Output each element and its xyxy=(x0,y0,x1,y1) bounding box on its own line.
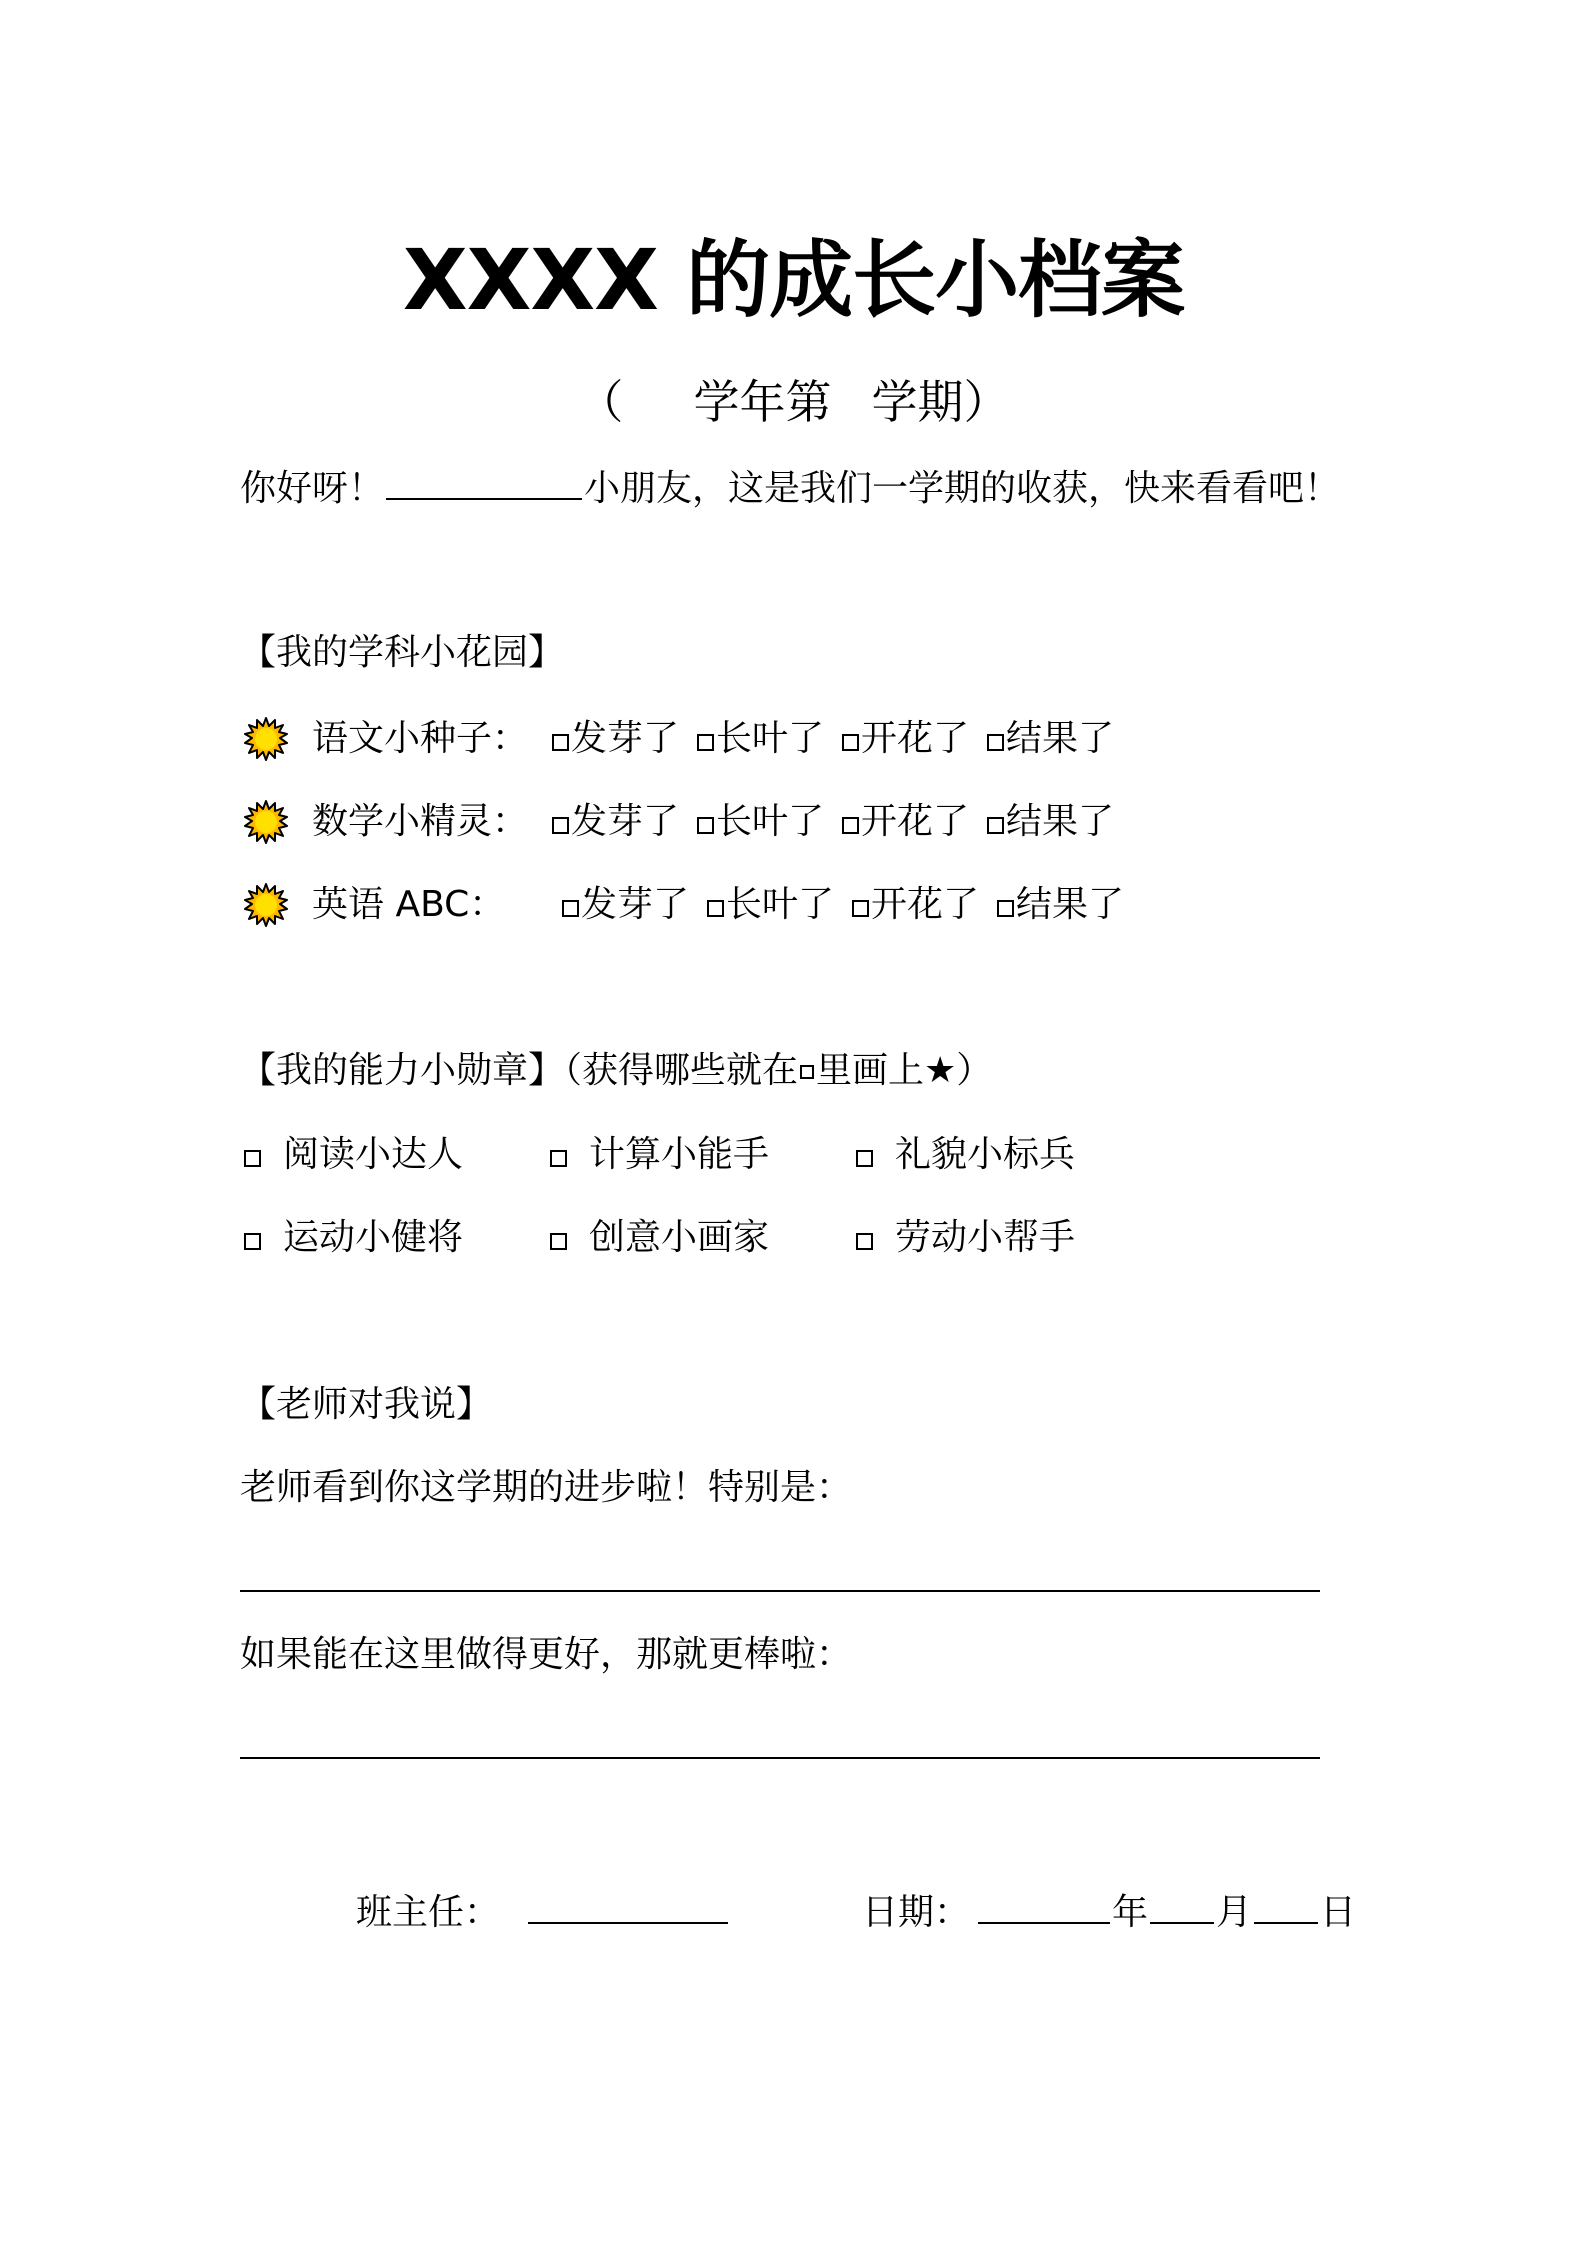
greeting-line xyxy=(240,462,1340,514)
checkbox[interactable] xyxy=(856,1233,873,1250)
date-label: 日期： xyxy=(862,1892,971,1933)
subject-row-english xyxy=(244,880,1142,930)
page-title: XXXX 的成长小档案 xyxy=(402,231,1185,329)
checkbox[interactable] xyxy=(856,1150,873,1167)
subjects-section-header: 【我的学科小花园】 xyxy=(240,632,565,673)
progress-answer-line[interactable] xyxy=(240,1590,1320,1592)
school-year-label: 学年第 xyxy=(693,375,832,429)
option-fruit[interactable]: 结果了 xyxy=(987,714,1114,764)
month-label: 月 xyxy=(1216,1892,1253,1933)
checkbox[interactable] xyxy=(244,1150,261,1167)
badge-creative[interactable]: 创意小画家 xyxy=(550,1213,856,1263)
date-signature xyxy=(862,1886,1356,1938)
checkbox[interactable] xyxy=(842,734,859,751)
greeting-suffix: 小朋友，这是我们一学期的收获，快来看看吧！ xyxy=(584,468,1341,509)
badges-instruction-prefix: （获得哪些就在 xyxy=(564,1050,799,1091)
subject-label: 语文小种子： xyxy=(312,718,529,759)
badge-sports[interactable]: 运动小健将 xyxy=(244,1213,550,1263)
subtitle-open-paren: （ xyxy=(577,375,624,429)
sun-icon xyxy=(244,717,288,761)
checkbox[interactable] xyxy=(562,900,579,917)
teacher-label: 班主任： xyxy=(356,1892,501,1933)
badges-section-header xyxy=(240,1046,992,1096)
teacher-signature xyxy=(356,1886,730,1938)
badge-calculation[interactable]: 计算小能手 xyxy=(550,1130,856,1180)
checkbox[interactable] xyxy=(550,1233,567,1250)
badge-reading[interactable]: 阅读小达人 xyxy=(244,1130,550,1180)
checkbox[interactable] xyxy=(697,734,714,751)
option-sprout[interactable]: 发芽了 xyxy=(552,797,679,847)
checkbox[interactable] xyxy=(552,734,569,751)
subject-label: 数学小精灵： xyxy=(312,801,529,842)
badge-courtesy[interactable]: 礼貌小标兵 xyxy=(856,1130,1162,1180)
checkbox[interactable] xyxy=(842,817,859,834)
semester-subtitle xyxy=(0,372,1587,432)
checkbox[interactable] xyxy=(987,817,1004,834)
box-glyph xyxy=(800,1065,814,1079)
option-sprout[interactable]: 发芽了 xyxy=(552,714,679,764)
checkbox[interactable] xyxy=(697,817,714,834)
checkbox[interactable] xyxy=(552,817,569,834)
subject-label: 英语 ABC： xyxy=(312,884,506,925)
badges-instruction-suffix: 里画上★） xyxy=(816,1050,993,1091)
option-leaf[interactable]: 长叶了 xyxy=(707,880,834,930)
year-blank[interactable] xyxy=(978,1886,1110,1924)
option-leaf[interactable]: 长叶了 xyxy=(697,714,824,764)
checkbox[interactable] xyxy=(997,900,1014,917)
improve-answer-line[interactable] xyxy=(240,1757,1320,1759)
checkbox[interactable] xyxy=(550,1150,567,1167)
subject-row-chinese xyxy=(244,714,1132,764)
option-fruit[interactable]: 结果了 xyxy=(987,797,1114,847)
improve-prompt: 如果能在这里做得更好，那就更棒啦： xyxy=(240,1634,853,1675)
sun-icon xyxy=(244,800,288,844)
checkbox[interactable] xyxy=(244,1233,261,1250)
badge-labor[interactable]: 劳动小帮手 xyxy=(856,1213,1162,1263)
subject-row-math xyxy=(244,797,1132,847)
progress-prompt: 老师看到你这学期的进步啦！特别是： xyxy=(240,1467,853,1508)
checkbox[interactable] xyxy=(987,734,1004,751)
day-blank[interactable] xyxy=(1254,1886,1318,1924)
option-leaf[interactable]: 长叶了 xyxy=(697,797,824,847)
month-blank[interactable] xyxy=(1150,1886,1214,1924)
badges-header-label: 【我的能力小勋章】 xyxy=(240,1050,565,1091)
option-bloom[interactable]: 开花了 xyxy=(852,880,979,930)
semester-label: 学期） xyxy=(871,375,1010,429)
option-bloom[interactable]: 开花了 xyxy=(842,714,969,764)
option-bloom[interactable]: 开花了 xyxy=(842,797,969,847)
sun-icon xyxy=(244,883,288,927)
option-fruit[interactable]: 结果了 xyxy=(997,880,1124,930)
day-label: 日 xyxy=(1320,1892,1357,1933)
child-name-blank[interactable] xyxy=(386,462,582,500)
checkbox[interactable] xyxy=(852,900,869,917)
option-sprout[interactable]: 发芽了 xyxy=(562,880,689,930)
badges-row-2 xyxy=(244,1213,1162,1263)
greeting-prefix: 你好呀！ xyxy=(240,468,385,509)
teacher-section-header: 【老师对我说】 xyxy=(240,1384,493,1425)
year-label: 年 xyxy=(1112,1892,1149,1933)
checkbox[interactable] xyxy=(707,900,724,917)
teacher-name-blank[interactable] xyxy=(528,1886,728,1924)
badges-row-1 xyxy=(244,1130,1162,1180)
